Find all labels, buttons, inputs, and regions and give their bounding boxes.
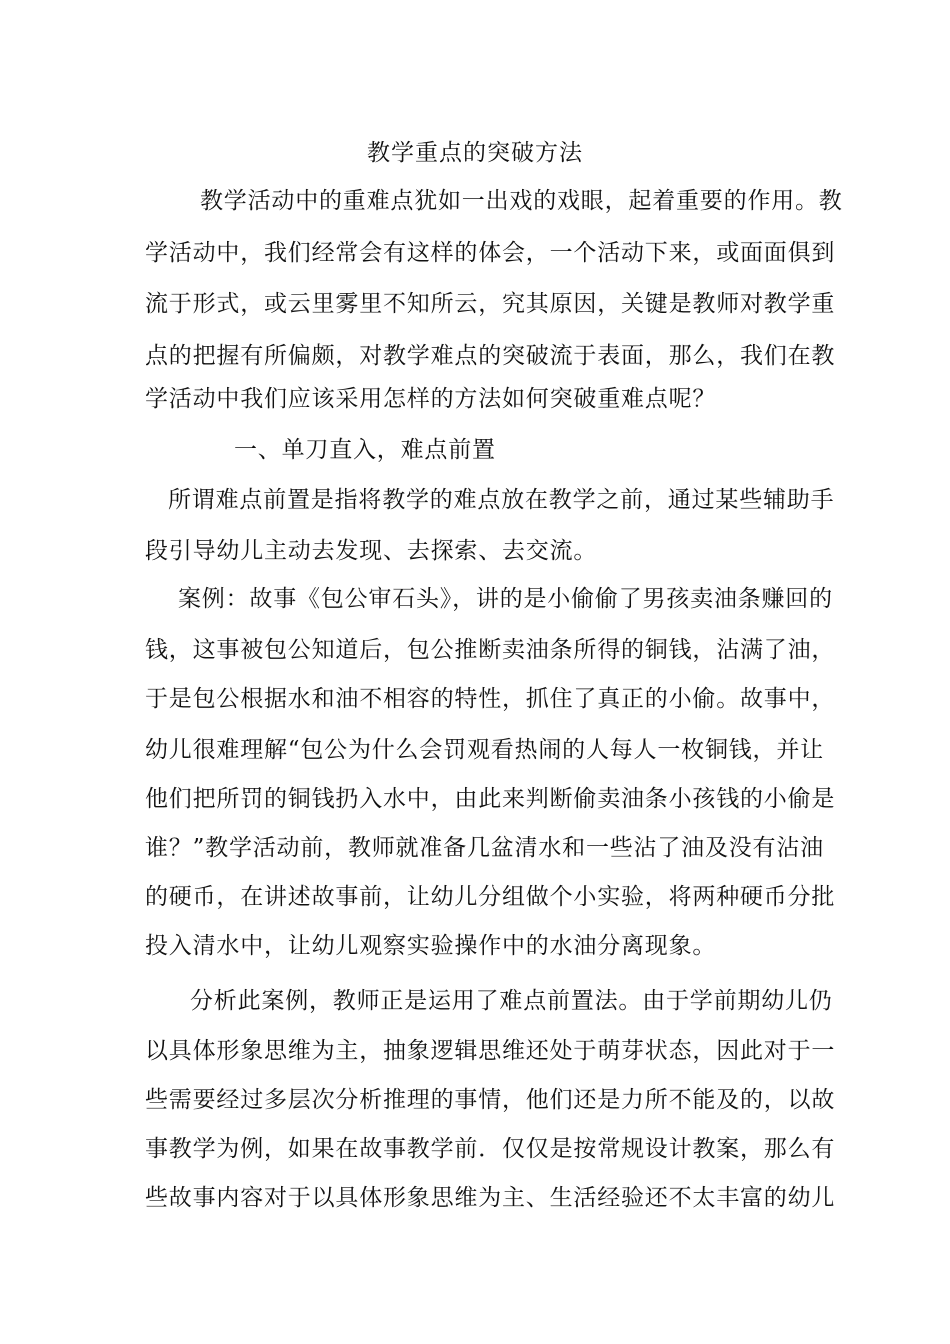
paragraph-line: 学活动中，我们经常会有这样的体会，一个活动下来，或面面俱到: [145, 240, 836, 266]
paragraph-line: 点的把握有所偏颇，对教学难点的突破流于表面，那么，我们在教: [145, 343, 836, 369]
paragraph-line: 学活动中我们应该采用怎样的方法如何突破重难点呢？: [145, 386, 717, 412]
paragraph-line: 以具体形象思维为主，抽象逻辑思维还处于萌芽状态，因此对于一: [145, 1038, 836, 1064]
paragraph-line: 投入清水中，让幼儿观察实验操作中的水油分离现象。: [145, 933, 717, 959]
paragraph-line: 案例：故事《包公审石头》，讲的是小偷偷了男孩卖油条赚回的: [178, 586, 833, 612]
paragraph-line: 所谓难点前置是指将教学的难点放在教学之前，通过某些辅助手: [168, 487, 835, 513]
paragraph-line: 教学活动中的重难点犹如一出戏的戏眼，起着重要的作用。教: [200, 188, 843, 214]
paragraph-line: 段引导幼儿主动去发现、去探索、去交流。: [145, 538, 598, 564]
paragraph-line: 的硬币，在讲述故事前，让幼儿分组做个小实验，将两种硬币分批: [145, 884, 836, 910]
paragraph-line: 流于形式，或云里雾里不知所云，究其原因，关键是教师对教学重: [145, 291, 836, 317]
paragraph-line: 幼儿很难理解“包公为什么会罚观看热闹的人每人一枚铜钱，并让: [145, 737, 824, 763]
paragraph-line: 他们把所罚的铜钱扔入水中，由此来判断偷卖油条小孩钱的小偷是: [145, 786, 836, 812]
paragraph-line: 些故事内容对于以具体形象思维为主、生活经验还不太丰富的幼儿: [145, 1185, 836, 1211]
section-heading: 一、单刀直入，难点前置: [234, 437, 496, 463]
paragraph-line: 事教学为例，如果在故事教学前．仅仅是按常规设计教案，那么有: [145, 1136, 836, 1162]
paragraph-line: 些需要经过多层次分析推理的事情，他们还是力所不能及的，以故: [145, 1087, 836, 1113]
paragraph-line: 于是包公根据水和油不相容的特性，抓住了真正的小偷。故事中，: [145, 686, 836, 712]
paragraph-line: 谁？”教学活动前，教师就准备几盆清水和一些沾了油及没有沾油: [145, 835, 824, 861]
document-title: 教学重点的突破方法: [367, 140, 583, 166]
paragraph-line: 分析此案例，教师正是运用了难点前置法。由于学前期幼儿仍: [190, 988, 833, 1014]
paragraph-line: 钱，这事被包公知道后，包公推断卖油条所得的铜钱，沾满了油，: [145, 637, 836, 663]
